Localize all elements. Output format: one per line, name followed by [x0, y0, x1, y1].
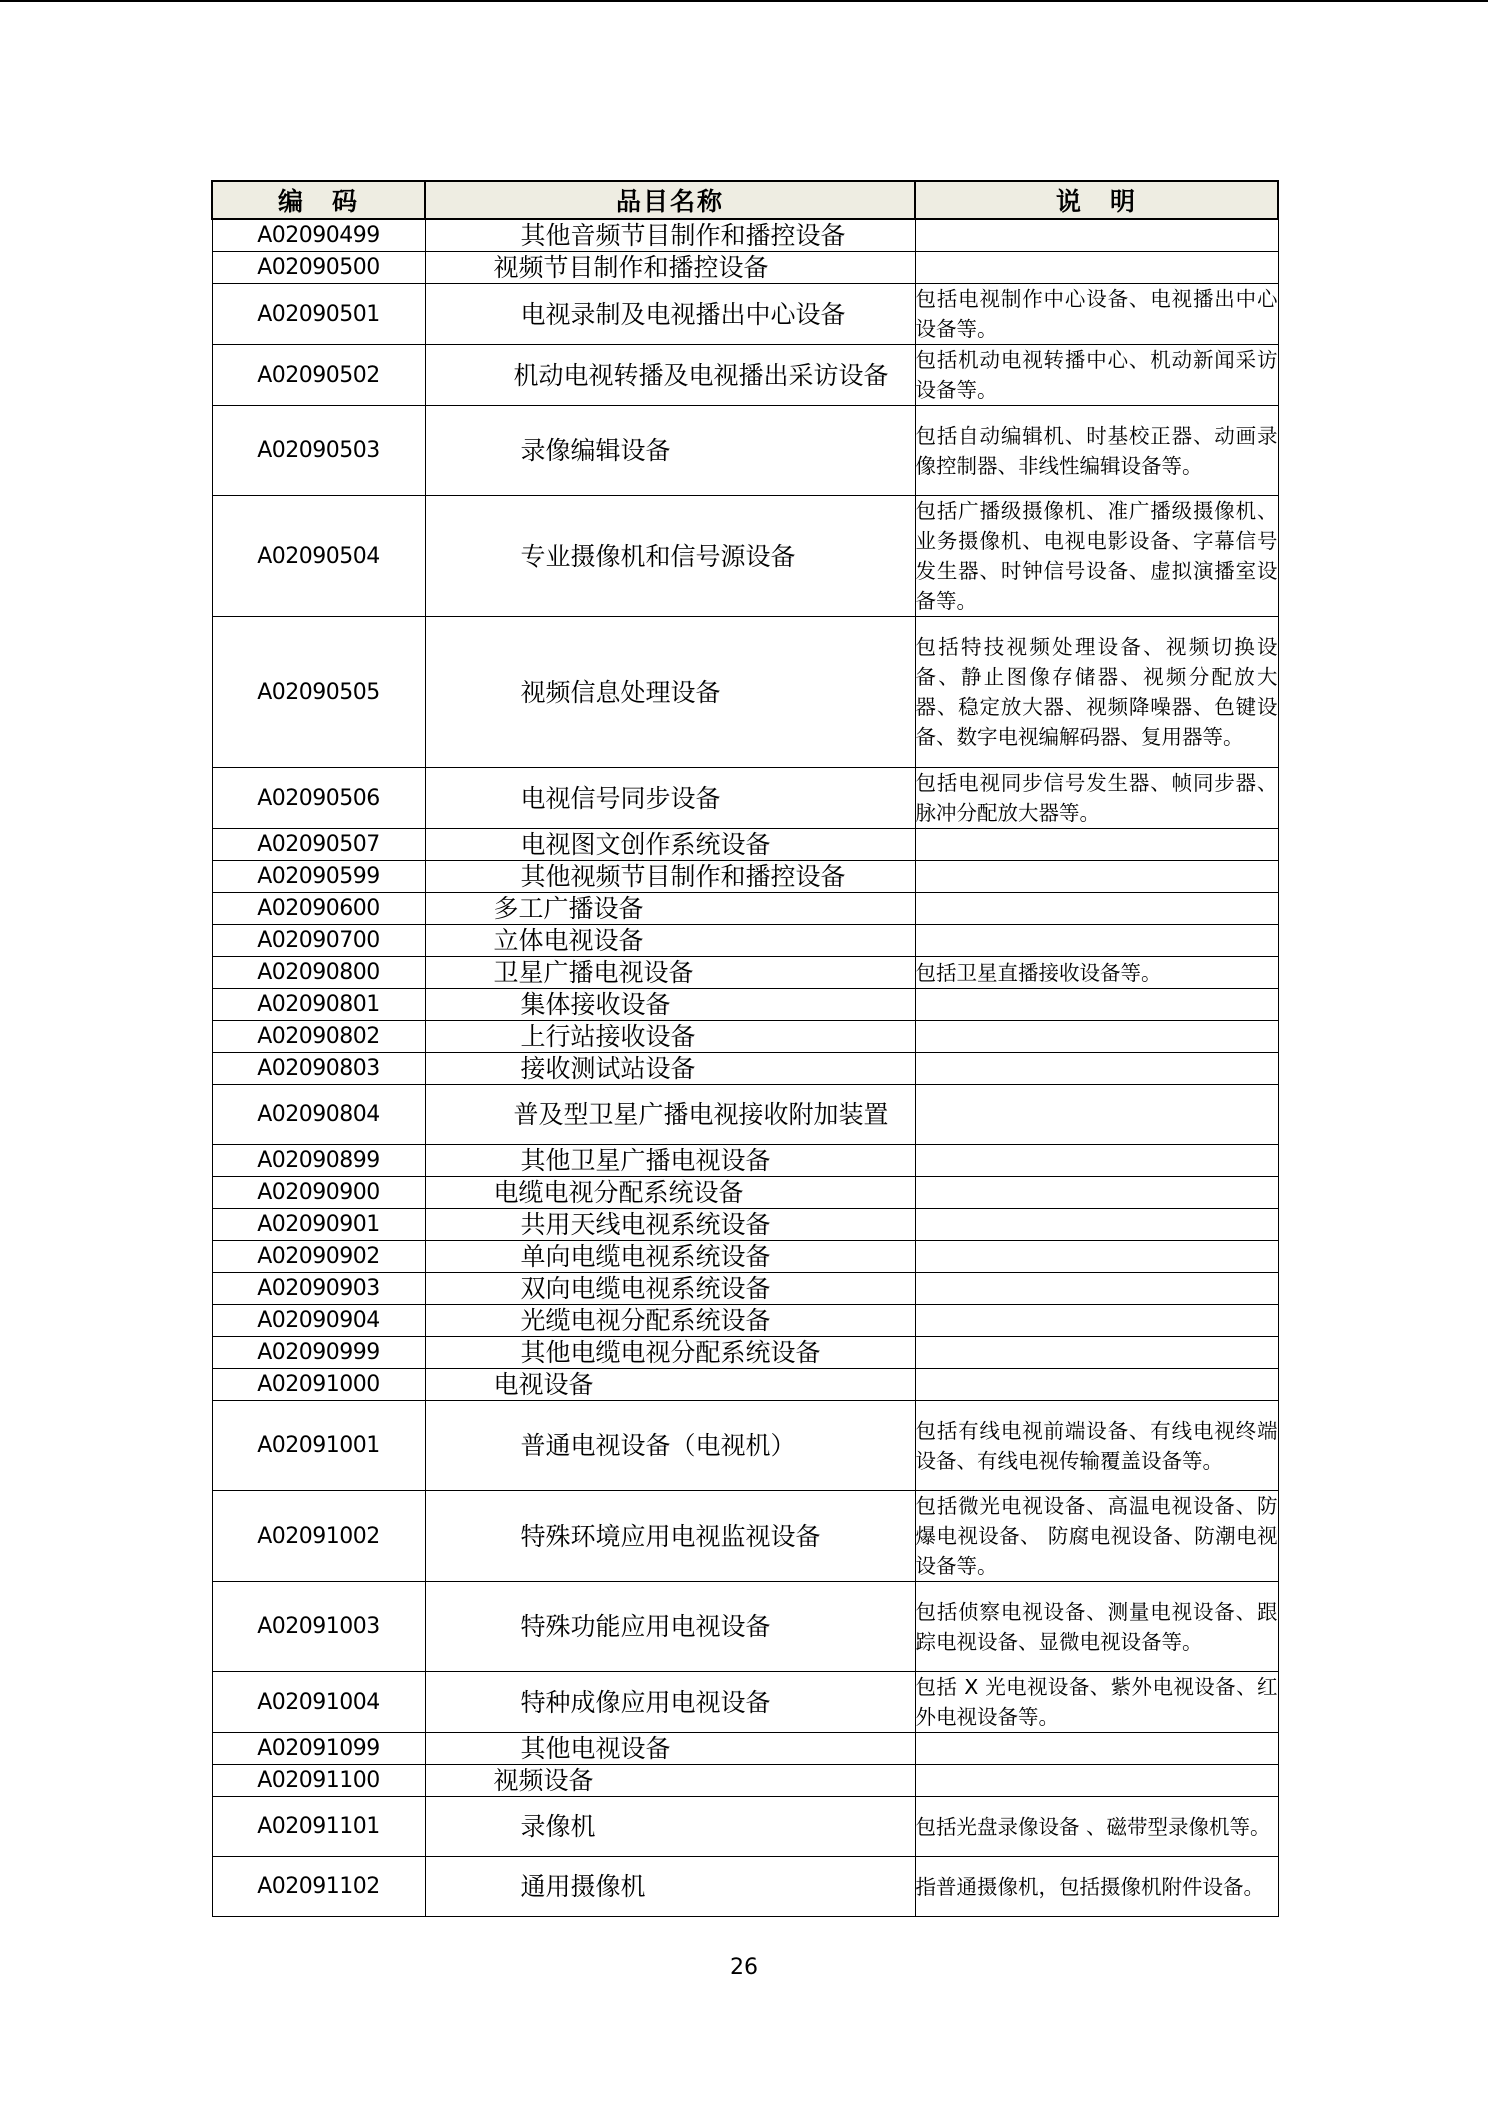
table-row — [212, 1765, 1278, 1797]
item-name: 录像编辑设备 — [425, 406, 915, 496]
table-row — [212, 925, 1278, 957]
header-code: 编 码 — [212, 181, 425, 219]
item-desc: 包括电视制作中心设备、电视播出中心设备等。 — [915, 284, 1278, 345]
item-desc — [915, 1145, 1278, 1177]
item-desc — [915, 1021, 1278, 1053]
header-row — [212, 181, 1278, 219]
item-code: A02090802 — [212, 1021, 425, 1053]
table-row — [212, 252, 1278, 284]
item-name: 其他卫星广播电视设备 — [425, 1145, 915, 1177]
item-code: A02090503 — [212, 406, 425, 496]
item-code: A02091002 — [212, 1491, 425, 1582]
item-desc — [915, 989, 1278, 1021]
item-name: 录像机 — [425, 1797, 915, 1857]
item-name: 视频信息处理设备 — [425, 617, 915, 768]
item-desc — [915, 829, 1278, 861]
item-name: 接收测试站设备 — [425, 1053, 915, 1085]
item-name — [425, 1085, 915, 1145]
item-code: A02090900 — [212, 1177, 425, 1209]
item-desc: 包括侦察电视设备、测量电视设备、跟踪电视设备、显微电视设备等。 — [915, 1582, 1278, 1672]
item-name: 电缆电视分配系统设备 — [425, 1177, 915, 1209]
table-row — [212, 1241, 1278, 1273]
item-code: A02090999 — [212, 1337, 425, 1369]
item-name: 电视信号同步设备 — [425, 768, 915, 829]
item-desc — [915, 1765, 1278, 1797]
item-code: A02090800 — [212, 957, 425, 989]
item-desc — [915, 1085, 1278, 1145]
item-code: A02090903 — [212, 1273, 425, 1305]
item-name: 特殊功能应用电视设备 — [425, 1582, 915, 1672]
item-desc — [915, 1369, 1278, 1401]
item-desc — [915, 1241, 1278, 1273]
table-row — [212, 829, 1278, 861]
item-desc — [915, 219, 1278, 252]
catalog-table — [211, 180, 1279, 1917]
item-name: 普通电视设备（电视机） — [425, 1401, 915, 1491]
item-desc: 包括广播级摄像机、准广播级摄像机、业务摄像机、电视电影设备、字幕信号发生器、时钟信号设备、虚拟演播室设备等。 — [915, 496, 1278, 617]
item-name: 其他电视设备 — [425, 1733, 915, 1765]
item-desc: 包括 X 光电视设备、紫外电视设备、红外电视设备等。 — [915, 1672, 1278, 1733]
item-name: 电视设备 — [425, 1369, 915, 1401]
table-row — [212, 1369, 1278, 1401]
item-code: A02090899 — [212, 1145, 425, 1177]
item-code: A02090507 — [212, 829, 425, 861]
item-name: 卫星广播电视设备 — [425, 957, 915, 989]
item-desc — [915, 1733, 1278, 1765]
item-name-text: 普及型卫星广播电视接收附加装置 — [513, 1100, 889, 1129]
top-border-line — [0, 0, 1488, 2]
item-code: A02091100 — [212, 1765, 425, 1797]
table-row — [212, 1337, 1278, 1369]
item-name: 共用天线电视系统设备 — [425, 1209, 915, 1241]
item-name: 专业摄像机和信号源设备 — [425, 496, 915, 617]
item-code: A02090804 — [212, 1085, 425, 1145]
header-name: 品目名称 — [425, 181, 915, 219]
item-name: 视频节目制作和播控设备 — [425, 252, 915, 284]
table-row — [212, 1491, 1278, 1582]
item-desc — [915, 252, 1278, 284]
table-row — [212, 861, 1278, 893]
page-number: 26 — [730, 1955, 758, 1980]
item-code: A02090803 — [212, 1053, 425, 1085]
table-row — [212, 496, 1278, 617]
item-name: 集体接收设备 — [425, 989, 915, 1021]
item-code: A02090504 — [212, 496, 425, 617]
item-desc — [915, 1177, 1278, 1209]
item-name: 上行站接收设备 — [425, 1021, 915, 1053]
item-code: A02090502 — [212, 345, 425, 406]
table-row — [212, 1177, 1278, 1209]
item-name: 通用摄像机 — [425, 1857, 915, 1917]
table-row — [212, 989, 1278, 1021]
item-desc — [915, 861, 1278, 893]
item-name: 双向电缆电视系统设备 — [425, 1273, 915, 1305]
table-row — [212, 284, 1278, 345]
item-name: 特殊环境应用电视监视设备 — [425, 1491, 915, 1582]
table-row — [212, 957, 1278, 989]
item-code: A02090501 — [212, 284, 425, 345]
item-name: 电视录制及电视播出中心设备 — [425, 284, 915, 345]
item-desc — [915, 893, 1278, 925]
table-row — [212, 1857, 1278, 1917]
item-name: 立体电视设备 — [425, 925, 915, 957]
item-name-text: 机动电视转播及电视播出采访设备 — [513, 360, 889, 390]
item-desc: 包括自动编辑机、时基校正器、动画录像控制器、非线性编辑设备等。 — [915, 406, 1278, 496]
item-desc: 包括有线电视前端设备、有线电视终端设备、有线电视传输覆盖设备等。 — [915, 1401, 1278, 1491]
table-row — [212, 1085, 1278, 1145]
item-code: A02090600 — [212, 893, 425, 925]
item-desc: 包括微光电视设备、高温电视设备、防爆电视设备、 防腐电视设备、防潮电视设备等。 — [915, 1491, 1278, 1582]
table-row — [212, 1582, 1278, 1672]
item-desc — [915, 1305, 1278, 1337]
item-code: A02091102 — [212, 1857, 425, 1917]
item-name: 电视图文创作系统设备 — [425, 829, 915, 861]
table-row — [212, 1273, 1278, 1305]
item-code: A02090506 — [212, 768, 425, 829]
item-code: A02090500 — [212, 252, 425, 284]
header-desc: 说 明 — [915, 181, 1278, 219]
item-desc: 包括卫星直播接收设备等。 — [915, 957, 1278, 989]
table-row — [212, 1305, 1278, 1337]
table-row — [212, 1209, 1278, 1241]
item-code: A02090901 — [212, 1209, 425, 1241]
item-name: 其他电缆电视分配系统设备 — [425, 1337, 915, 1369]
table-row — [212, 1145, 1278, 1177]
item-name — [425, 345, 915, 406]
item-code: A02090904 — [212, 1305, 425, 1337]
item-code: A02090700 — [212, 925, 425, 957]
item-desc: 包括光盘录像设备 、磁带型录像机等。 — [915, 1797, 1278, 1857]
table-row — [212, 1401, 1278, 1491]
table-row — [212, 1021, 1278, 1053]
item-name: 光缆电视分配系统设备 — [425, 1305, 915, 1337]
item-name: 其他音频节目制作和播控设备 — [425, 219, 915, 252]
item-name: 多工广播设备 — [425, 893, 915, 925]
item-code: A02091101 — [212, 1797, 425, 1857]
item-desc: 包括电视同步信号发生器、帧同步器、脉冲分配放大器等。 — [915, 768, 1278, 829]
table-row — [212, 219, 1278, 252]
table-row — [212, 1797, 1278, 1857]
item-code: A02091004 — [212, 1672, 425, 1733]
item-desc — [915, 1053, 1278, 1085]
item-desc — [915, 925, 1278, 957]
table-row — [212, 1053, 1278, 1085]
item-name: 单向电缆电视系统设备 — [425, 1241, 915, 1273]
table-row — [212, 1733, 1278, 1765]
item-code: A02090505 — [212, 617, 425, 768]
item-name: 视频设备 — [425, 1765, 915, 1797]
item-desc: 指普通摄像机，包括摄像机附件设备。 — [915, 1857, 1278, 1917]
table-row — [212, 345, 1278, 406]
item-name: 特种成像应用电视设备 — [425, 1672, 915, 1733]
table-row — [212, 406, 1278, 496]
item-desc: 包括特技视频处理设备、视频切换设备、静止图像存储器、视频分配放大器、稳定放大器、视频降噪器、色键设备、数字电视编解码器、复用器等。 — [915, 617, 1278, 768]
item-code: A02091003 — [212, 1582, 425, 1672]
item-code: A02090599 — [212, 861, 425, 893]
item-name: 其他视频节目制作和播控设备 — [425, 861, 915, 893]
item-code: A02090499 — [212, 219, 425, 252]
item-desc — [915, 1209, 1278, 1241]
item-desc: 包括机动电视转播中心、机动新闻采访设备等。 — [915, 345, 1278, 406]
table-row — [212, 617, 1278, 768]
table-row — [212, 768, 1278, 829]
table-row — [212, 893, 1278, 925]
item-code: A02090801 — [212, 989, 425, 1021]
item-code: A02091001 — [212, 1401, 425, 1491]
item-code: A02090902 — [212, 1241, 425, 1273]
item-desc — [915, 1337, 1278, 1369]
item-code: A02091000 — [212, 1369, 425, 1401]
item-desc — [915, 1273, 1278, 1305]
table-row — [212, 1672, 1278, 1733]
item-code: A02091099 — [212, 1733, 425, 1765]
